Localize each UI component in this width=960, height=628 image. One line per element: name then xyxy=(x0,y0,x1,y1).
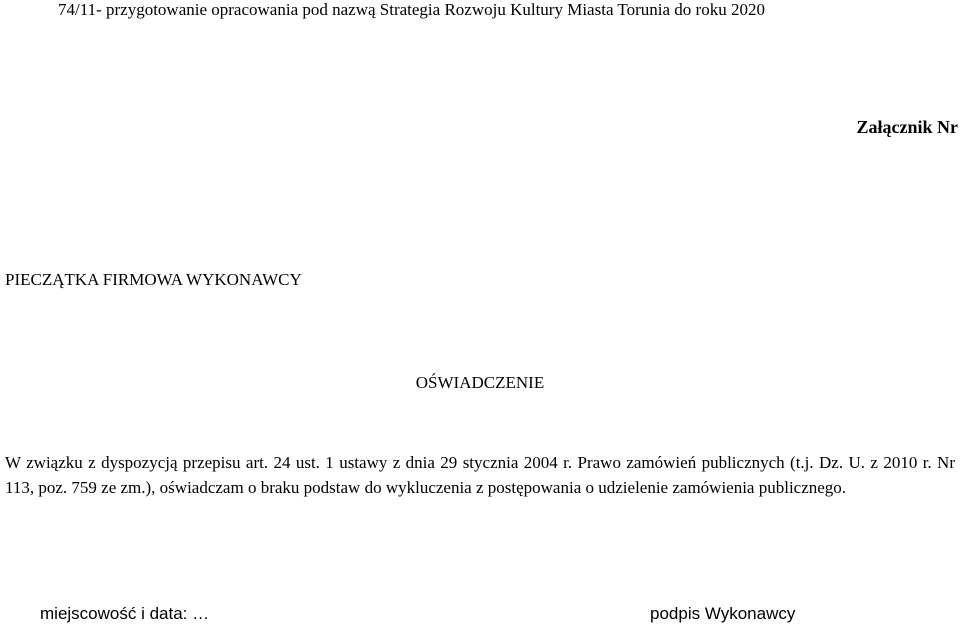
annex-label: Załącznik Nr xyxy=(856,117,958,137)
document-title: OŚWIADCZENIE xyxy=(415,373,545,392)
document-header: 74/11- przygotowanie opracowania pod nazwą Strategia Rozwoju Kultury Miasta Torunia do roku 2020 xyxy=(58,0,765,19)
company-stamp-label: PIECZĄTKA FIRMOWA WYKONAWCY xyxy=(5,270,302,289)
statement-body: W związku z dyspozycją przepisu art. 24 ust. 1 ustawy z dnia 29 stycznia 2004 r. Prawo zamówień publicznych (t.j. Dz. U. z 2010 r. Nr 113, poz. 759 ze zm.), oświadczam o braku podstaw do wykluczenia z postępowania o udzielenie zamówienia publicznego. xyxy=(5,453,955,497)
signature-label: podpis Wykonawcy xyxy=(650,604,796,623)
place-date-label: miejscowość i data: … xyxy=(40,604,210,623)
